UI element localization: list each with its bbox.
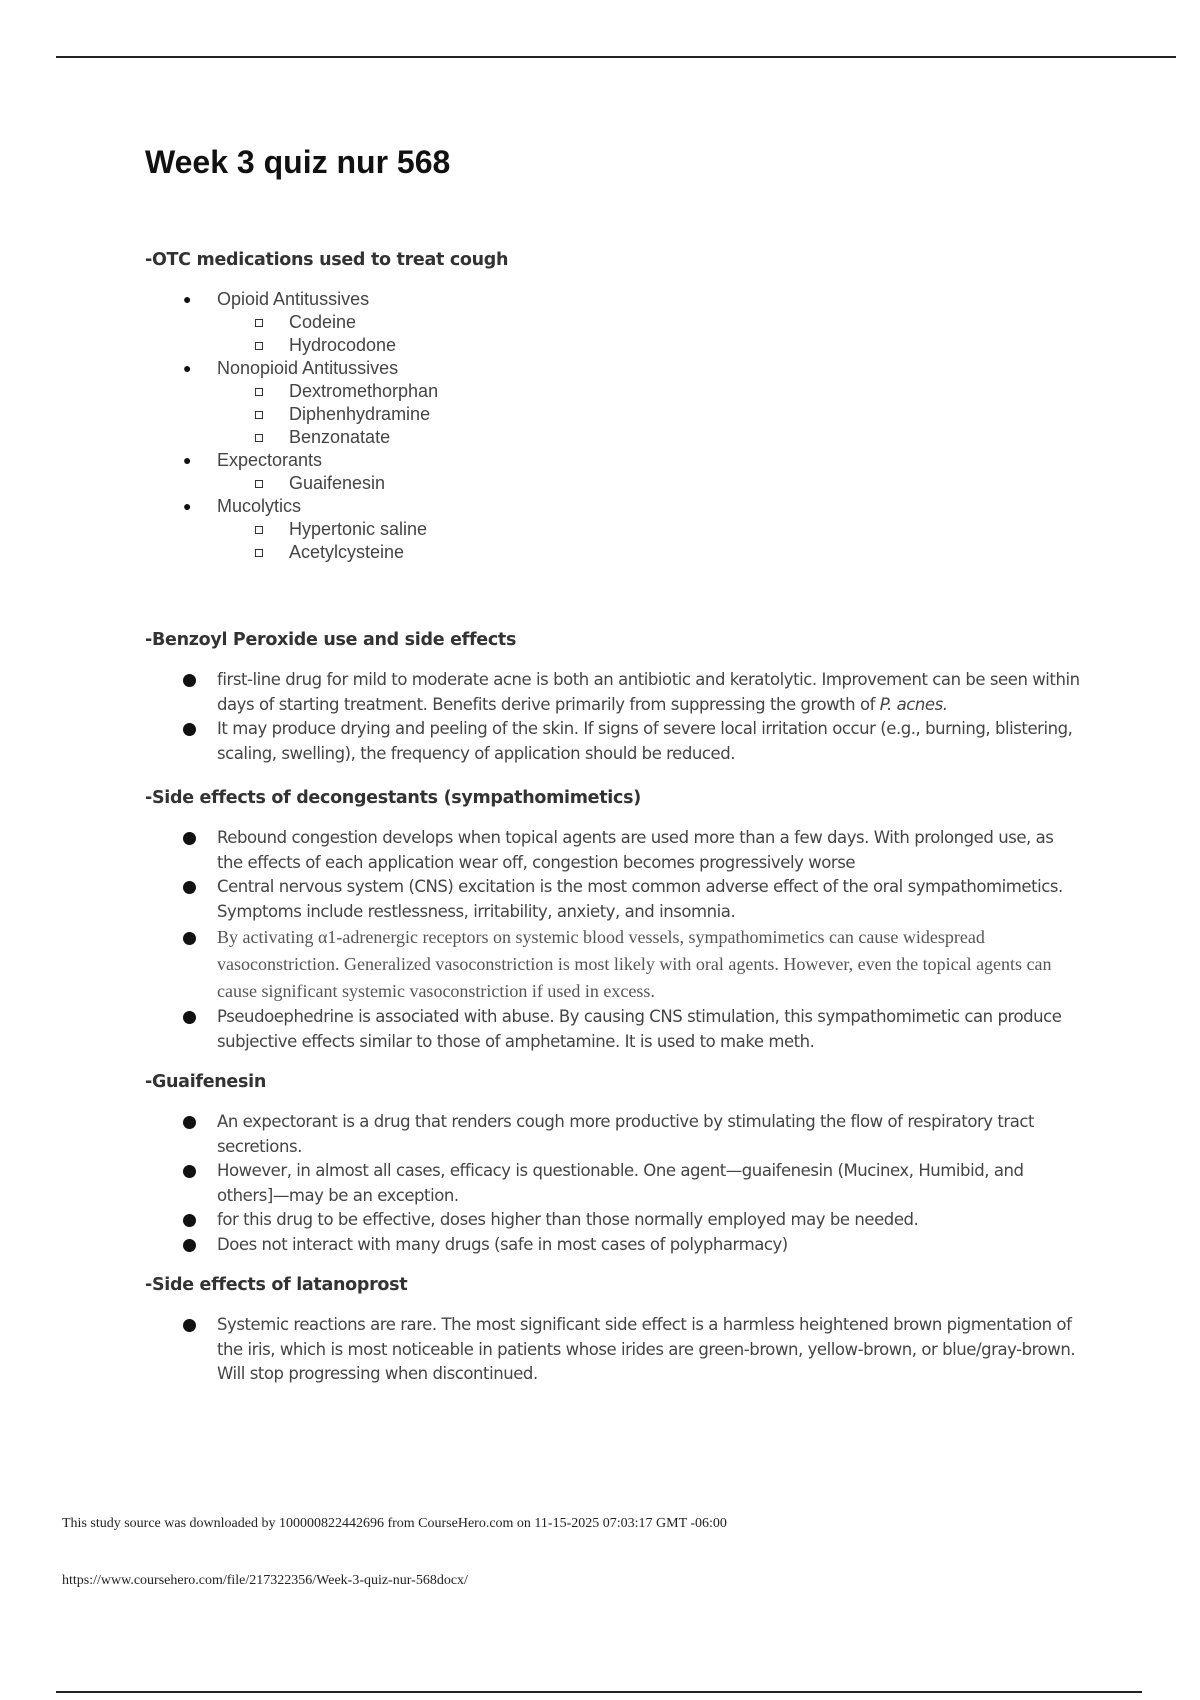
section-guaifenesin	[145, 1072, 1080, 1257]
group-label: Opioid Antitussives	[217, 289, 370, 309]
bullet-icon	[183, 1011, 196, 1024]
sub-list	[217, 518, 1080, 564]
bullet-icon: ●	[183, 498, 192, 514]
bullet-icon	[183, 1239, 196, 1252]
drug-name: Diphenhydramine	[289, 404, 431, 424]
item-text: By activating α1-adrenergic receptors on systemic blood vessels, sympathomimetics can cause widespread vasoconstriction. Generalized vasoconstriction is most likely with oral agents. However, even the topical agents can cause significant systemic vasoconstriction if used in excess.	[217, 927, 1052, 1001]
source-url-link[interactable]: https://www.coursehero.com/file/217322356/Week-3-quiz-nur-568docx/	[62, 1573, 468, 1588]
italic-organism: P. acnes.	[879, 694, 948, 714]
list-item	[145, 1208, 1080, 1233]
list-item	[217, 426, 1080, 449]
square-bullet-icon	[255, 342, 263, 350]
list-item	[145, 826, 1080, 875]
section-heading: -OTC medications used to treat cough	[145, 250, 509, 270]
sub-list	[217, 311, 1080, 357]
otc-medication-list	[145, 288, 1080, 564]
list-item	[217, 541, 1080, 564]
list-item	[145, 288, 1080, 357]
list-item	[145, 1313, 1080, 1387]
list-item	[217, 472, 1080, 495]
drug-name: Benzonatate	[289, 427, 391, 447]
drug-name: Hydrocodone	[289, 335, 397, 355]
list-item	[217, 518, 1080, 541]
item-text: Pseudoephedrine is associated with abuse. By causing CNS stimulation, this sympathomimetic can produce subjective effects similar to those of amphetamine. It is used to make meth.	[217, 1007, 1062, 1051]
sub-list	[217, 380, 1080, 449]
latanoprost-list	[145, 1313, 1080, 1387]
item-text: for this drug to be effective, doses higher than those normally employed may be needed.	[217, 1210, 919, 1229]
group-label: Mucolytics	[217, 496, 302, 516]
list-item	[145, 924, 1080, 1005]
section-decongestants	[145, 788, 1080, 1054]
bottom-divider	[56, 1691, 1142, 1693]
section-benzoyl-peroxide	[145, 630, 1080, 766]
square-bullet-icon	[255, 549, 263, 557]
bullet-icon: ●	[183, 452, 192, 468]
bullet-icon	[183, 832, 196, 845]
list-item	[145, 875, 1080, 924]
bullet-icon	[183, 1319, 196, 1332]
document-title: Week 3 quiz nur 568	[145, 144, 451, 180]
sub-list	[217, 472, 1080, 495]
square-bullet-icon	[255, 388, 263, 396]
list-item	[145, 1110, 1080, 1159]
item-text: An expectorant is a drug that renders cough more productive by stimulating the flow of respiratory tract secretions.	[217, 1112, 1035, 1156]
square-bullet-icon	[255, 319, 263, 327]
benzoyl-list	[145, 668, 1080, 766]
list-item	[217, 311, 1080, 334]
item-text: Rebound congestion develops when topical agents are used more than a few days. With prolonged use, as the effects of each application wear off, congestion becomes progressively worse	[217, 828, 1054, 872]
drug-name: Acetylcysteine	[289, 542, 405, 562]
item-text: Systemic reactions are rare. The most significant side effect is a harmless heightened brown pigmentation of the iris, which is most noticeable in patients whose irides are green-brown, yellow-brown, or blue/gray-brown. Will stop progressing when discontinued.	[217, 1315, 1076, 1383]
item-text: It may produce drying and peeling of the skin. If signs of severe local irritation occur (e.g., burning, blistering, scaling, swelling), the frequency of application should be reduced.	[217, 719, 1073, 763]
list-item	[145, 357, 1080, 449]
list-item	[217, 380, 1080, 403]
bullet-icon	[183, 1214, 196, 1227]
section-heading: -Side effects of latanoprost	[145, 1275, 408, 1295]
list-item	[217, 403, 1080, 426]
list-item	[145, 1233, 1080, 1258]
section-heading: -Side effects of decongestants (sympathomimetics)	[145, 788, 641, 808]
guaifenesin-list	[145, 1110, 1080, 1257]
list-item	[145, 495, 1080, 564]
list-item	[145, 668, 1080, 717]
bullet-icon: ●	[183, 360, 192, 376]
drug-name: Codeine	[289, 312, 357, 332]
square-bullet-icon	[255, 480, 263, 488]
document-body	[145, 250, 1080, 1387]
square-bullet-icon	[255, 434, 263, 442]
list-item	[217, 334, 1080, 357]
item-text: Central nervous system (CNS) excitation is the most common adverse effect of the oral sympathomimetics. Symptoms include restlessness, irritability, anxiety, and insomnia.	[217, 877, 1063, 921]
bullet-icon	[183, 723, 196, 736]
square-bullet-icon	[255, 411, 263, 419]
list-item	[145, 1159, 1080, 1208]
section-otc-cough	[145, 250, 1080, 564]
item-text: However, in almost all cases, efficacy is questionable. One agent—guaifenesin (Mucinex, Humibid, and others]—may be an exception.	[217, 1161, 1024, 1205]
bullet-icon	[183, 1116, 196, 1129]
section-latanoprost	[145, 1275, 1080, 1387]
bullet-icon	[183, 1165, 196, 1178]
bullet-icon	[183, 932, 196, 945]
bullet-icon: ●	[183, 291, 192, 307]
item-text: first-line drug for mild to moderate acne is both an antibiotic and keratolytic. Improvement can be seen within days of starting treatment. Benefits derive primarily from suppressing the growth of	[217, 670, 1080, 714]
item-text: Does not interact with many drugs (safe in most cases of polypharmacy)	[217, 1234, 788, 1254]
decongestant-list	[145, 826, 1080, 1054]
bullet-icon	[183, 881, 196, 894]
list-item	[145, 449, 1080, 495]
section-heading: -Guaifenesin	[145, 1072, 266, 1092]
drug-name: Hypertonic saline	[289, 519, 428, 539]
download-notice: This study source was downloaded by 100000822442696 from CourseHero.com on 11-15-2025 07:03:17 GMT -06:00	[62, 1516, 727, 1531]
list-item	[145, 717, 1080, 766]
drug-name: Dextromethorphan	[289, 381, 439, 401]
bullet-icon	[183, 674, 196, 687]
square-bullet-icon	[255, 526, 263, 534]
list-item	[145, 1005, 1080, 1054]
group-label: Expectorants	[217, 450, 323, 470]
top-divider	[56, 56, 1176, 58]
drug-name: Guaifenesin	[289, 473, 386, 493]
group-label: Nonopioid Antitussives	[217, 358, 399, 378]
section-heading: -Benzoyl Peroxide use and side effects	[145, 630, 517, 650]
